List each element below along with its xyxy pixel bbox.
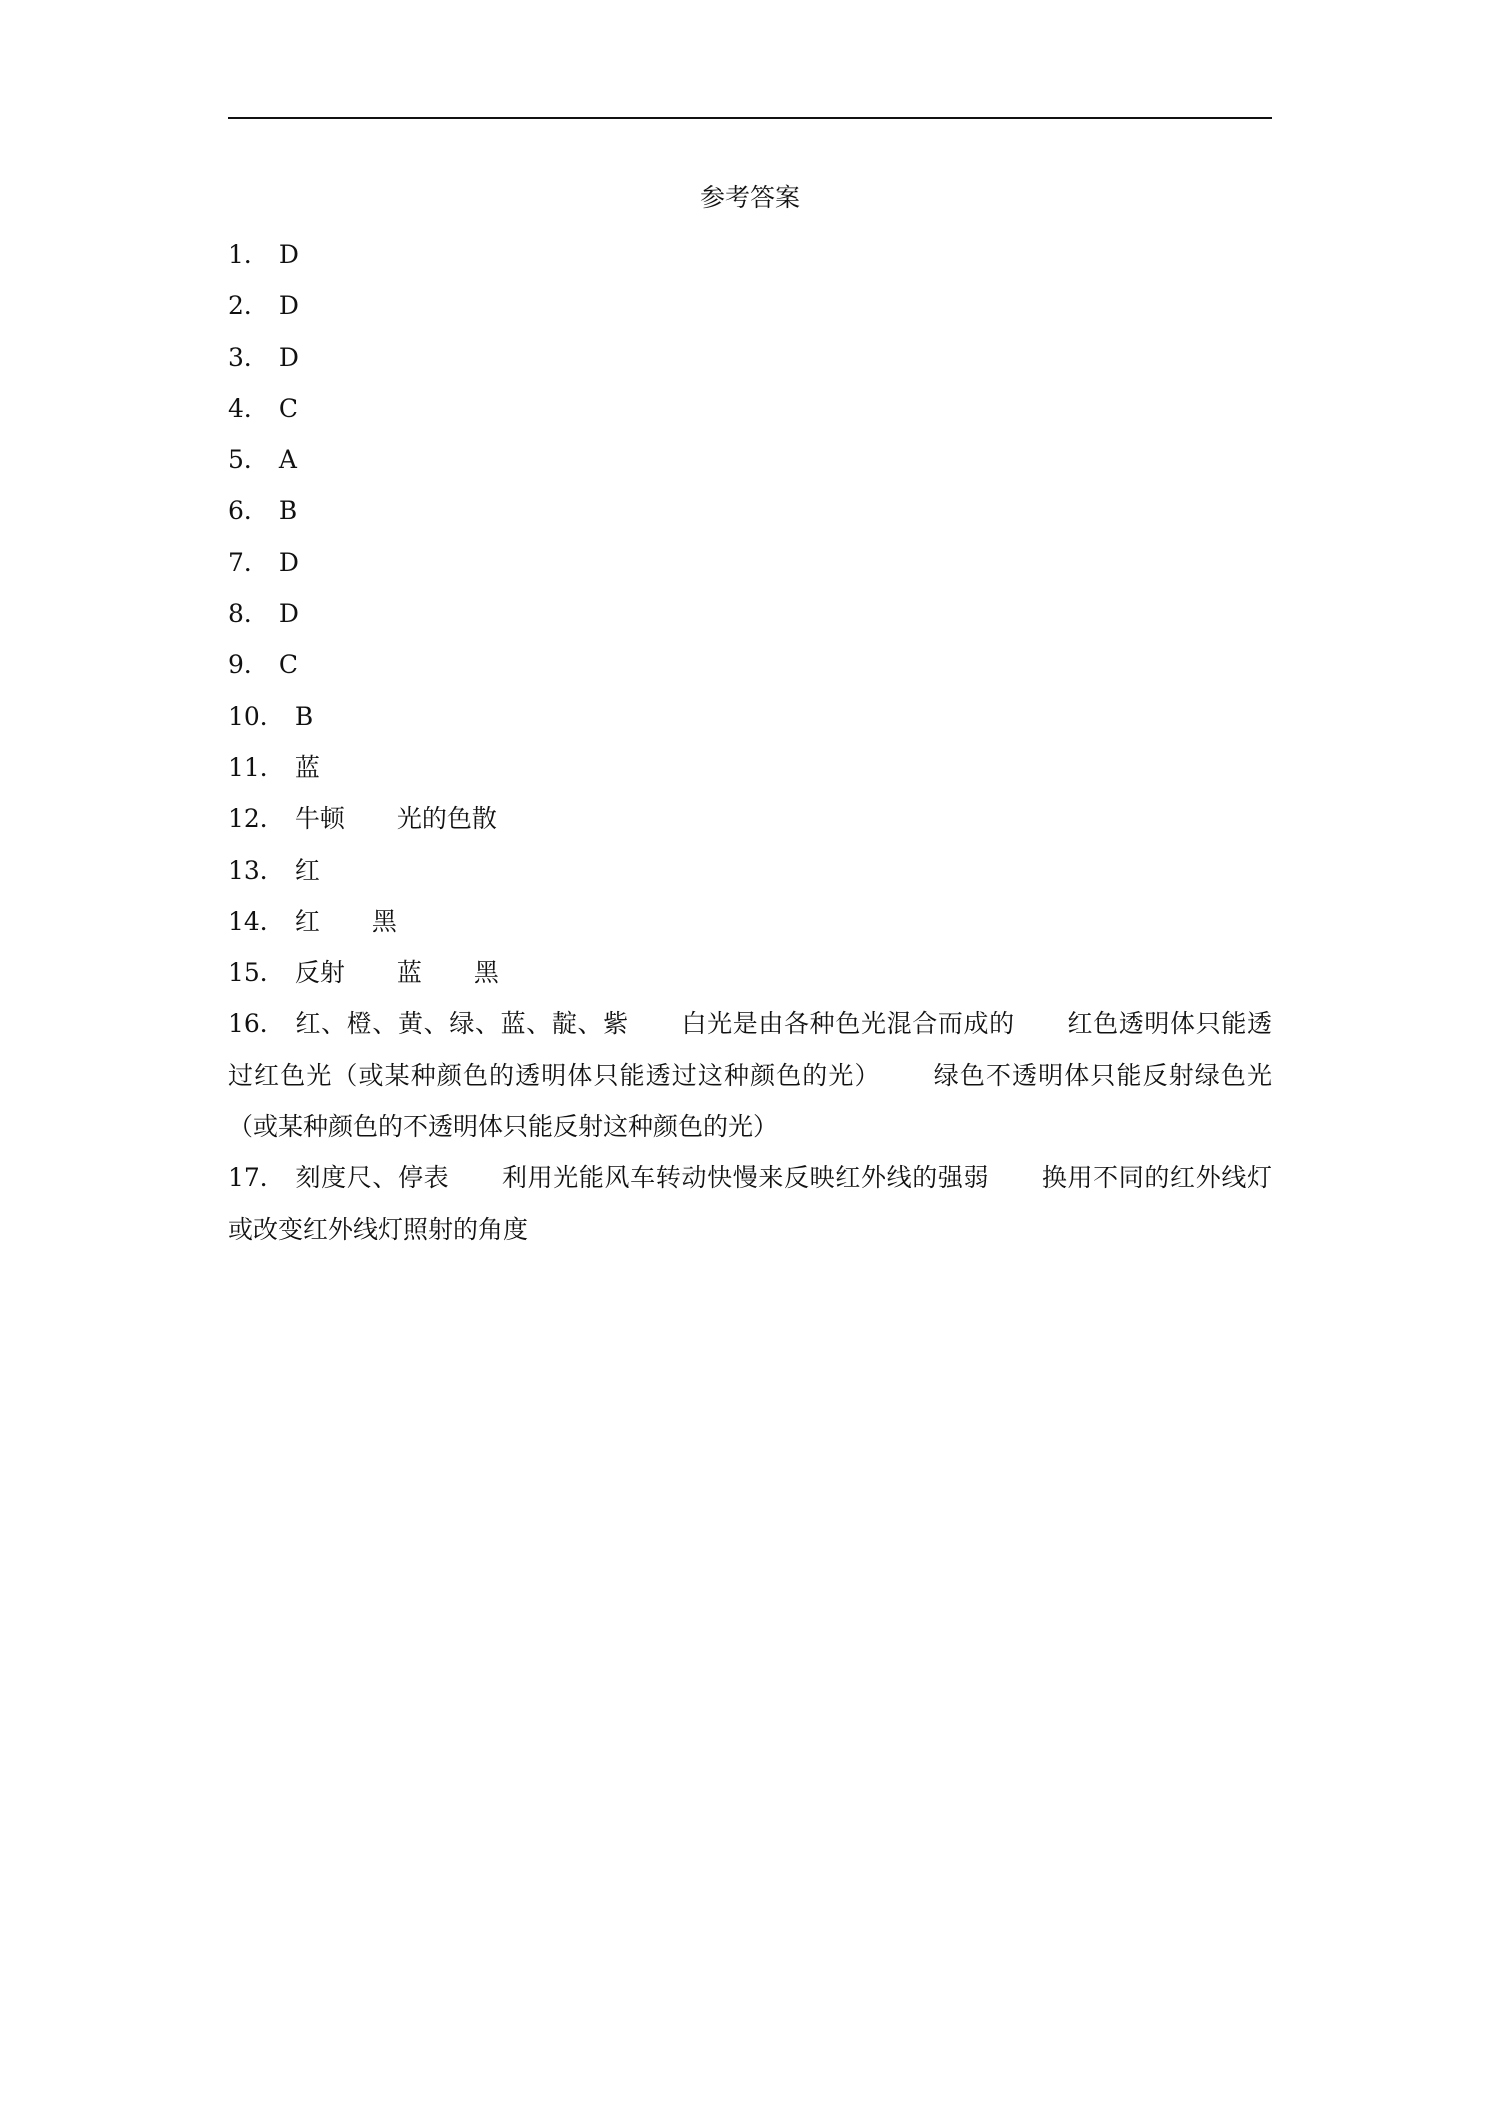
answer-number: 15． bbox=[228, 958, 285, 988]
answer-item bbox=[228, 1152, 1272, 1255]
answer-text: 反射 bbox=[294, 958, 345, 988]
answer-number: 10． bbox=[228, 701, 285, 731]
answer-item bbox=[228, 845, 1272, 896]
answer-text: 黑 bbox=[473, 958, 499, 988]
answer-number: 2． bbox=[228, 291, 269, 321]
answer-text: 刻度尺、停表 bbox=[294, 1163, 450, 1193]
page-title: 参考答案 bbox=[699, 183, 800, 212]
answer-number: 13． bbox=[228, 855, 285, 885]
answer-text: 红色透明体只能透过红色光（或某种颜色的透明体只能透过这种颜色的光） bbox=[228, 1009, 1272, 1090]
answer-text: 蓝 bbox=[294, 752, 320, 782]
answer-item bbox=[228, 896, 1272, 947]
answer-text: 白光是由各种色光混合而成的 bbox=[680, 1009, 1015, 1039]
answer-text: C bbox=[278, 650, 299, 680]
answer-item bbox=[228, 998, 1272, 1152]
answer-text: 牛顿 bbox=[294, 804, 345, 834]
answer-number: 5． bbox=[228, 445, 269, 475]
answer-text: D bbox=[278, 547, 299, 577]
answer-text: D bbox=[278, 240, 299, 269]
answer-number: 9． bbox=[228, 650, 269, 680]
answer-item bbox=[228, 691, 1272, 742]
answer-number: 11． bbox=[228, 752, 285, 782]
answer-text: D bbox=[278, 291, 299, 321]
header-rule bbox=[228, 117, 1272, 119]
answer-text: 红、橙、黄、绿、蓝、靛、紫 bbox=[294, 1009, 629, 1039]
answer-number: 4． bbox=[228, 393, 269, 423]
answer-number: 16． bbox=[228, 1009, 285, 1039]
answer-text: 红 bbox=[294, 906, 320, 936]
answer-item bbox=[228, 742, 1272, 793]
answer-text: 利用光能风车转动快慢来反映红外线的强弱 bbox=[501, 1163, 990, 1193]
answer-text: 黑 bbox=[371, 906, 397, 936]
answer-item bbox=[228, 229, 1272, 280]
answer-text: B bbox=[294, 701, 314, 731]
answer-text: 红 bbox=[294, 855, 320, 885]
answer-item bbox=[228, 947, 1272, 998]
answer-number: 1． bbox=[228, 240, 269, 269]
answer-item bbox=[228, 639, 1272, 690]
answer-item bbox=[228, 793, 1272, 844]
answer-item bbox=[228, 383, 1272, 434]
answer-item bbox=[228, 434, 1272, 485]
answer-item bbox=[228, 588, 1272, 639]
answer-item bbox=[228, 280, 1272, 331]
answer-text: B bbox=[278, 496, 298, 526]
answer-list bbox=[228, 229, 1272, 1255]
answer-text: D bbox=[278, 342, 299, 372]
answer-number: 7． bbox=[228, 547, 269, 577]
answer-number: 3． bbox=[228, 342, 269, 372]
answer-item bbox=[228, 537, 1272, 588]
answer-number: 6． bbox=[228, 496, 269, 526]
answer-number: 14． bbox=[228, 906, 285, 936]
answer-text: C bbox=[278, 393, 299, 423]
answer-text: 光的色散 bbox=[396, 804, 497, 834]
answer-number: 8． bbox=[228, 599, 269, 629]
answer-text: 蓝 bbox=[396, 958, 422, 988]
answer-text: A bbox=[278, 445, 297, 475]
answer-text: D bbox=[278, 599, 299, 629]
answer-text: 绿色不透明体只能反射绿色光（或某种颜色的不透明体只能反射这种颜色的光） bbox=[228, 1060, 1272, 1142]
answer-number: 17． bbox=[228, 1163, 285, 1193]
answer-item bbox=[228, 332, 1272, 383]
answer-number: 12． bbox=[228, 804, 285, 834]
answer-text: 换用不同的红外线灯或改变红外线灯照射的角度 bbox=[228, 1163, 1272, 1244]
answer-item bbox=[228, 485, 1272, 536]
